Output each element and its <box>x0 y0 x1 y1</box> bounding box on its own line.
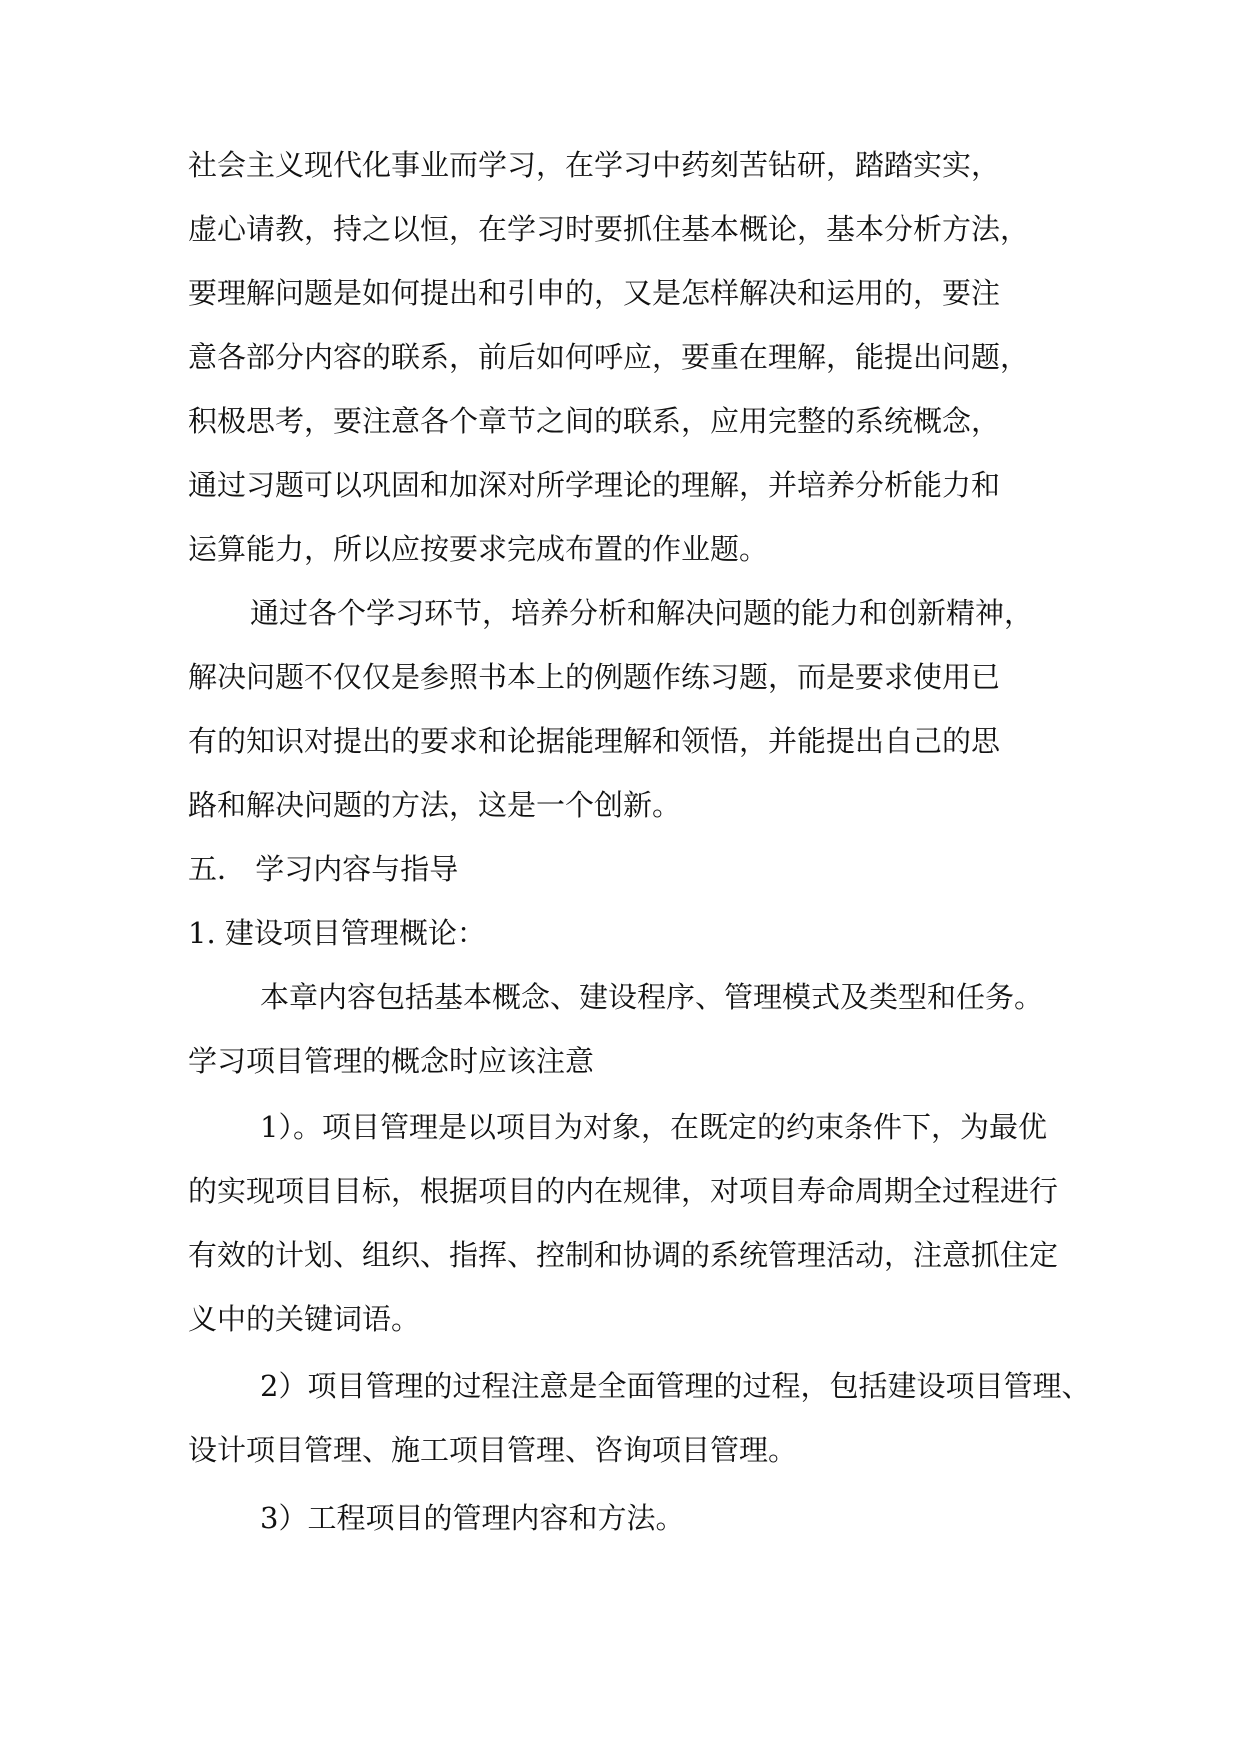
paragraph-line: 通过习题可以巩固和加深对所学理论的理解，并培养分析能力和 <box>188 468 1001 502</box>
paragraph-line: 要理解问题是如何提出和引申的，又是怎样解决和运用的，要注 <box>188 276 1001 310</box>
paragraph-line: 意各部分内容的联系，前后如何呼应，要重在理解，能提出问题， <box>188 340 1030 374</box>
list-item-line: 义中的关键词语。 <box>188 1302 421 1336</box>
list-item-line: 设计项目管理、施工项目管理、咨询项目管理。 <box>188 1433 798 1467</box>
section-heading: 五． 学习内容与指导 <box>188 852 459 886</box>
list-item-line: 2）项目管理的过程注意是全面管理的过程，包括建设项目管理、 <box>260 1369 1091 1403</box>
paragraph-line: 学习项目管理的概念时应该注意 <box>188 1044 595 1078</box>
list-item-line: 3）工程项目的管理内容和方法。 <box>260 1501 685 1535</box>
paragraph-line: 通过各个学习环节，培养分析和解决问题的能力和创新精神， <box>250 596 1034 630</box>
list-item-line: 的实现项目目标，根据项目的内在规律，对项目寿命周期全过程进行 <box>188 1174 1059 1208</box>
paragraph-line: 社会主义现代化事业而学习，在学习中药刻苦钻研，踏踏实实， <box>188 148 1001 182</box>
paragraph-line: 积极思考，要注意各个章节之间的联系，应用完整的系统概念， <box>188 404 1001 438</box>
paragraph-line: 解决问题不仅仅是参照书本上的例题作练习题，而是要求使用已 <box>188 660 1001 694</box>
list-item-line: 有效的计划、组织、指挥、控制和协调的系统管理活动，注意抓住定 <box>188 1238 1059 1272</box>
paragraph-line: 本章内容包括基本概念、建设程序、管理模式及类型和任务。 <box>260 980 1044 1014</box>
paragraph-line: 路和解决问题的方法，这是一个创新。 <box>188 788 682 822</box>
paragraph-line: 有的知识对提出的要求和论据能理解和领悟，并能提出自己的思 <box>188 724 1001 758</box>
paragraph-line: 运算能力，所以应按要求完成布置的作业题。 <box>188 532 769 566</box>
list-item-line: 1）。项目管理是以项目为对象，在既定的约束条件下，为最优 <box>260 1110 1047 1144</box>
subsection-heading: 1. 建设项目管理概论： <box>188 916 486 950</box>
paragraph-line: 虚心请教，持之以恒，在学习时要抓住基本概论，基本分析方法， <box>188 212 1030 246</box>
